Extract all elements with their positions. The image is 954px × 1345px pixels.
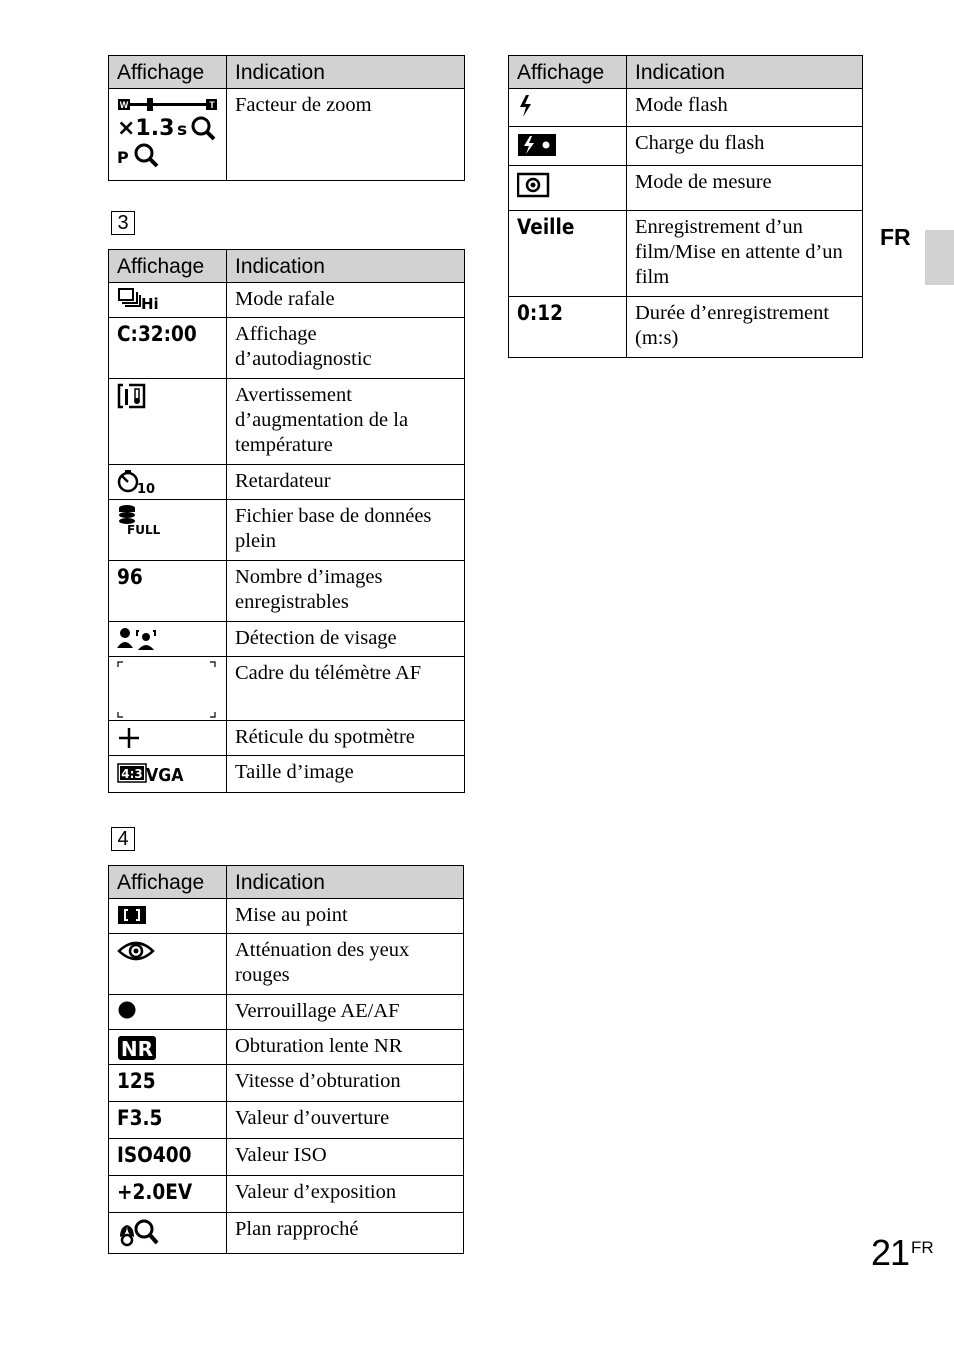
indication-cell: Atténuation des yeux rouges — [227, 934, 464, 995]
table-row — [509, 211, 863, 297]
indication-cell: Taille d’image — [227, 756, 465, 793]
display-cell — [509, 127, 627, 166]
table-row — [109, 657, 465, 721]
table-row — [109, 283, 465, 318]
display-cell — [109, 1030, 227, 1065]
indication-cell: Charge du flash — [627, 127, 863, 166]
table-header — [109, 866, 464, 899]
table-row — [509, 166, 863, 211]
table-row — [109, 756, 465, 793]
display-cell — [109, 899, 227, 934]
table-row — [109, 1102, 464, 1139]
indication-cell: Nombre d’images enregistrables — [227, 561, 465, 622]
table-row — [509, 89, 863, 127]
flash-charge-icon — [517, 131, 559, 157]
af-range-frame-icon — [117, 661, 217, 719]
display-cell — [109, 1176, 227, 1213]
table-row — [109, 500, 465, 561]
table-row — [509, 127, 863, 166]
metering-mode-icon — [517, 170, 551, 200]
table-row — [109, 465, 465, 500]
table-header — [509, 56, 863, 89]
table-row — [109, 561, 465, 622]
indication-cell: Mode flash — [627, 89, 863, 127]
table-row — [109, 934, 464, 995]
indication-cell: Plan rapproché — [227, 1213, 464, 1254]
page-number-value: 21 — [871, 1232, 910, 1273]
indication-cell: Valeur ISO — [227, 1139, 464, 1176]
burst-hi-label: Hi — [141, 295, 159, 313]
table-header — [109, 250, 465, 283]
display-cell — [109, 1139, 227, 1176]
language-tab-label: FR — [880, 224, 911, 250]
self-diagnosis-value: C:32:00 — [117, 322, 197, 346]
indication-cell: Valeur d’exposition — [227, 1176, 464, 1213]
indication-cell: Mode de mesure — [627, 166, 863, 211]
page-number — [871, 1232, 934, 1274]
table-row — [109, 1213, 464, 1254]
display-cell — [509, 211, 627, 297]
table-row — [109, 1176, 464, 1213]
indication-cell: Vitesse d’obturation — [227, 1065, 464, 1102]
database-full-label: FULL — [127, 523, 161, 536]
face-detection-icon — [117, 626, 161, 652]
table-row — [109, 995, 464, 1030]
nr-label: NR — [120, 1037, 154, 1061]
display-cell — [109, 1102, 227, 1139]
section-3-marker: 3 — [111, 211, 135, 235]
zoom-t-label: T — [209, 100, 215, 110]
table-row — [109, 899, 464, 934]
indication-cell: Fichier base de données plein — [227, 500, 465, 561]
section-4-marker: 4 — [111, 827, 135, 851]
indication-cell: Verrouillage AE/AF — [227, 995, 464, 1030]
section-4-table — [108, 865, 464, 1254]
table-row — [109, 89, 465, 181]
indication-cell: Facteur de zoom — [227, 89, 465, 181]
display-cell — [109, 1213, 227, 1254]
indication-cell: Valeur d’ouverture — [227, 1102, 464, 1139]
indication-cell: Mode rafale — [227, 283, 465, 318]
aspect-ratio-label: 4:3 — [121, 767, 143, 781]
table-row — [109, 1030, 464, 1065]
self-timer-icon — [117, 469, 157, 495]
iso-value: ISO400 — [117, 1143, 192, 1167]
display-cell — [109, 89, 227, 181]
nr-icon — [117, 1034, 161, 1062]
database-full-icon — [117, 504, 165, 536]
table-row — [109, 1065, 464, 1102]
display-cell — [509, 297, 627, 358]
page-number-suffix: FR — [911, 1238, 934, 1257]
display-cell — [109, 379, 227, 465]
display-cell — [109, 657, 227, 721]
indication-cell: Obturation lente NR — [227, 1030, 464, 1065]
spot-meter-crosshair-icon — [117, 725, 143, 751]
table-row — [509, 297, 863, 358]
display-cell — [109, 318, 227, 379]
zoom-scale-icon — [117, 93, 217, 169]
zoom-table — [108, 55, 465, 181]
header-indication: Indication — [227, 56, 465, 89]
table-row — [109, 1139, 464, 1176]
indication-cell: Retardateur — [227, 465, 465, 500]
header-affichage: Affichage — [509, 56, 627, 89]
indication-cell: Cadre du télémètre AF — [227, 657, 465, 721]
display-cell — [109, 995, 227, 1030]
display-cell — [109, 756, 227, 793]
header-indication: Indication — [227, 866, 464, 899]
indication-cell: Durée d’enregistrement (m:s) — [627, 297, 863, 358]
temperature-warning-icon — [117, 383, 149, 411]
header-affichage: Affichage — [109, 866, 227, 899]
header-affichage: Affichage — [109, 56, 227, 89]
indication-cell: Réticule du spotmètre — [227, 721, 465, 756]
zoom-p-label: P — [117, 148, 129, 167]
display-cell — [109, 561, 227, 622]
exposure-value: +2.0EV — [117, 1180, 193, 1204]
display-cell — [509, 166, 627, 211]
header-affichage: Affichage — [109, 250, 227, 283]
shutter-speed-value: 125 — [117, 1069, 156, 1093]
display-cell — [109, 622, 227, 657]
indication-cell: Affichage d’autodiagnostic — [227, 318, 465, 379]
zoom-w-label: W — [119, 100, 129, 110]
image-size-label: VGA — [146, 764, 184, 786]
header-indication: Indication — [227, 250, 465, 283]
recordable-images-value: 96 — [117, 565, 143, 589]
ae-af-lock-dot-icon — [117, 999, 139, 1023]
recording-time-value: 0:12 — [517, 301, 563, 325]
indication-cell: Mise au point — [227, 899, 464, 934]
header-indication: Indication — [627, 56, 863, 89]
flash-table — [508, 55, 863, 358]
display-cell — [109, 500, 227, 561]
section-3-table — [108, 249, 465, 793]
display-cell — [509, 89, 627, 127]
flash-mode-icon — [517, 93, 537, 119]
language-tab-marker — [925, 230, 954, 285]
indication-cell: Avertissement d’augmentation de la température — [227, 379, 465, 465]
display-cell — [109, 934, 227, 995]
display-cell — [109, 721, 227, 756]
zoom-factor-value: ×1.3 — [117, 116, 175, 141]
table-row — [109, 379, 465, 465]
table-row — [109, 318, 465, 379]
focus-frame-icon — [117, 903, 149, 927]
indication-cell: Détection de visage — [227, 622, 465, 657]
display-cell — [109, 465, 227, 500]
table-header — [109, 56, 465, 89]
self-timer-seconds: 10 — [137, 482, 156, 495]
aperture-value: F3.5 — [117, 1106, 163, 1130]
indication-cell: Enregistrement d’un film/Mise en attente d’un film — [627, 211, 863, 297]
macro-zoom-icon — [117, 1217, 159, 1247]
display-cell — [109, 1065, 227, 1102]
movie-standby-label: Veille — [517, 215, 575, 239]
zoom-s-label: s — [177, 120, 188, 140]
red-eye-icon — [117, 938, 157, 964]
burst-hi-icon — [117, 287, 167, 313]
table-row — [109, 622, 465, 657]
table-row — [109, 721, 465, 756]
aspect-ratio-icon — [117, 760, 197, 786]
display-cell — [109, 283, 227, 318]
